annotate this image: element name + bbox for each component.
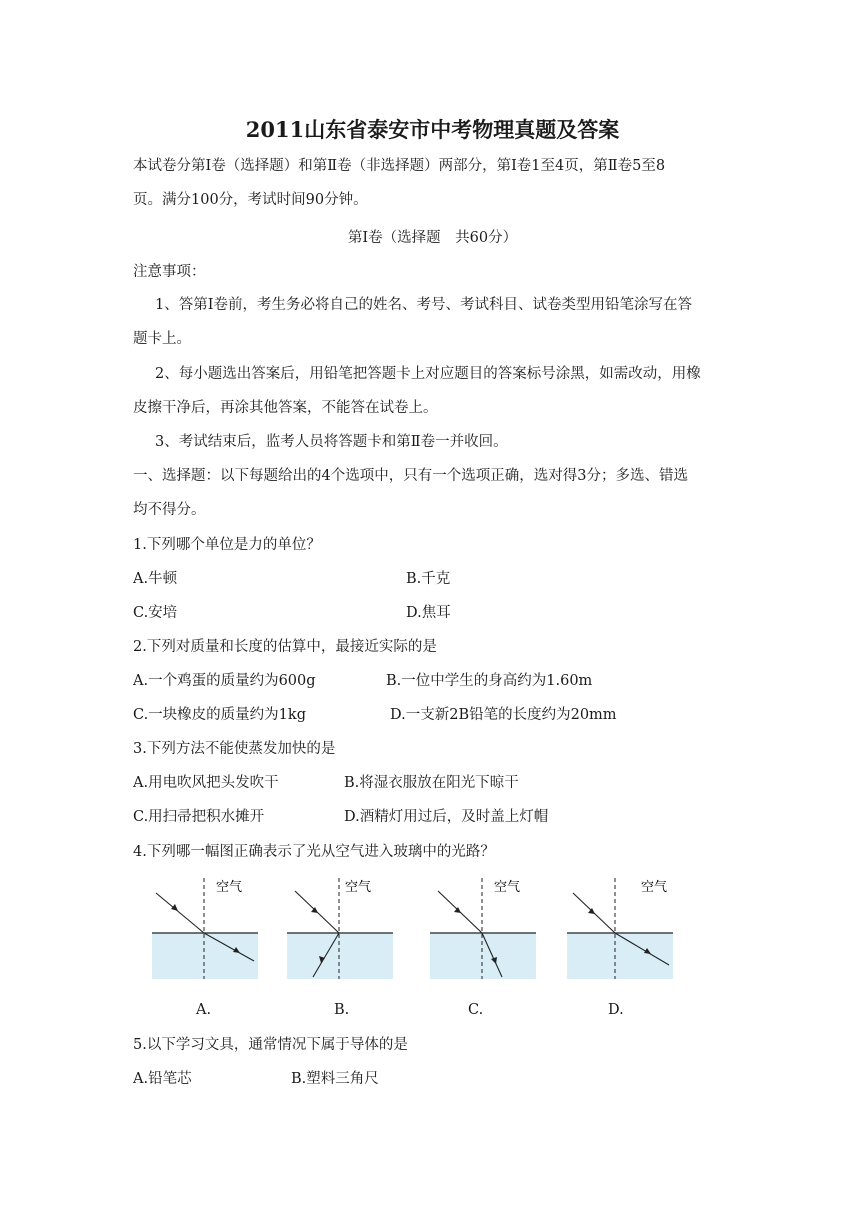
part1-line-1: 一、选择题：以下每题给出的4个选项中，只有一个选项正确，选对得3分；多选、错选 <box>133 468 688 484</box>
q4-caption-a: A. <box>196 1002 212 1018</box>
q3-option-d: D.酒精灯用过后，及时盖上灯帽 <box>344 809 549 825</box>
q4-caption-c: C. <box>468 1002 484 1018</box>
glass-region <box>152 933 258 979</box>
q1-option-a: A.牛顿 <box>133 571 178 587</box>
air-label: 空气 <box>345 880 372 895</box>
q3-option-b: B.将湿衣服放在阳光下晾干 <box>344 775 519 791</box>
q3-option-a: A.用电吹风把头发吹干 <box>133 775 279 791</box>
section-title: 第Ⅰ卷（选择题 共60分） <box>347 230 518 246</box>
q3-option-c: C.用扫帚把积水摊开 <box>133 809 265 825</box>
q1-option-c: C.安培 <box>133 605 178 621</box>
glass-region <box>567 933 673 979</box>
page-title: 2011山东省泰安市中考物理真题及答案 <box>245 117 620 142</box>
q4-stem: 4.下列哪一幅图正确表示了光从空气进入玻璃中的光路？ <box>133 844 495 860</box>
q2-option-c: C.一块橡皮的质量约为1kg <box>133 707 306 723</box>
q4-caption-b: B. <box>334 1002 350 1018</box>
q1-option-d: D.焦耳 <box>406 605 451 621</box>
q4-figure-d <box>565 873 675 981</box>
q4-figure-b <box>285 873 395 981</box>
note-1-line-1: 1、答第Ⅰ卷前，考生务必将自己的姓名、考号、考试科目、试卷类型用铅笔涂写在答 <box>155 297 692 313</box>
notes-heading: 注意事项： <box>133 264 206 280</box>
incident-ray <box>156 893 204 933</box>
q5-stem: 5.以下学习文具，通常情况下属于导体的是 <box>133 1037 408 1053</box>
air-label: 空气 <box>641 880 668 895</box>
air-label: 空气 <box>216 880 243 895</box>
q2-stem: 2.下列对质量和长度的估算中，最接近实际的是 <box>133 639 437 655</box>
q2-option-d: D.一支新2B铅笔的长度约为20mm <box>390 707 617 723</box>
intro-line-1: 本试卷分第Ⅰ卷（选择题）和第Ⅱ卷（非选择题）两部分，第Ⅰ卷1至4页，第Ⅱ卷5至8 <box>133 158 666 174</box>
q2-option-b: B.一位中学生的身高约为1.60m <box>386 673 593 689</box>
q4-figure-a <box>150 873 260 981</box>
q5-option-b: B.塑料三角尺 <box>291 1071 379 1087</box>
note-3: 3、考试结束后，监考人员将答题卡和第Ⅱ卷一并收回。 <box>155 434 508 450</box>
q4-figure-c <box>428 873 538 981</box>
note-2-line-2: 皮擦干净后，再涂其他答案，不能答在试卷上。 <box>133 400 438 416</box>
q3-stem: 3.下列方法不能使蒸发加快的是 <box>133 741 336 757</box>
glass-region <box>430 933 536 979</box>
intro-line-2: 页。满分100分，考试时间90分钟。 <box>133 192 368 208</box>
q1-option-b: B.千克 <box>406 571 451 587</box>
incident-arrow <box>171 904 178 911</box>
q5-option-a: A.铅笔芯 <box>133 1071 192 1087</box>
note-2-line-1: 2、每小题选出答案后，用铅笔把答题卡上对应题目的答案标号涂黑，如需改动，用橡 <box>155 366 701 382</box>
part1-line-2: 均不得分。 <box>133 502 206 518</box>
q1-stem: 1.下列哪个单位是力的单位？ <box>133 537 321 553</box>
note-1-line-2: 题卡上。 <box>133 331 191 347</box>
q4-caption-d: D. <box>608 1002 624 1018</box>
air-label: 空气 <box>494 880 521 895</box>
q2-option-a: A.一个鸡蛋的质量约为600g <box>133 673 316 689</box>
glass-region <box>287 933 393 979</box>
